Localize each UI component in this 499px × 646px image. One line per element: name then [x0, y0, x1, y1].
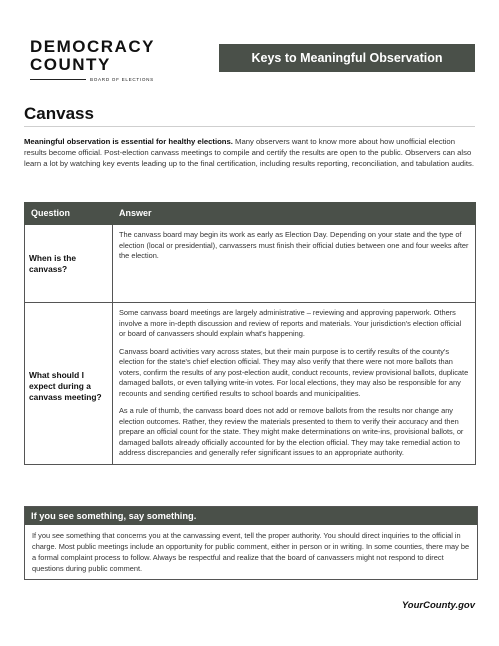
page-title: Canvass [24, 104, 94, 123]
say-something-body: If you see something that concerns you at the canvassing event, tell the proper authority. You should direct inquiries to the official in charge. Most public meetings include an opportunity for public comment, either in person or in writing. In some counties, there may be a formal complaint process to follow. Always be respectful and realize that the board of canvassers might not respond to direct questions during public comment. [32, 531, 470, 573]
answer-paragraph: The canvass board may begin its work as early as Election Day. Depending on your state and the type of election (local or presidential), canvassers must finish their official duties between one and four weeks after the election. [119, 230, 469, 260]
footer-url: YourCounty.gov [401, 600, 475, 611]
title-divider [24, 126, 475, 127]
say-something-box [24, 506, 478, 580]
logo-line-1: DEMOCRACY [30, 37, 155, 56]
qa-table [24, 202, 476, 465]
table-header-row [25, 203, 476, 225]
answer-cell [113, 303, 476, 465]
column-header-answer: Answer [113, 203, 476, 225]
logo-rule [30, 79, 86, 80]
question-cell: What should I expect during a canvass meeting? [25, 303, 113, 465]
intro-bold: Meaningful observation is essential for healthy elections. [24, 137, 233, 146]
intro-paragraph [24, 136, 476, 170]
question-cell: When is the canvass? [25, 225, 113, 303]
logo-line-2: COUNTY [30, 55, 111, 74]
table-row [25, 225, 476, 303]
answer-cell [113, 225, 476, 303]
logo-subtitle-row [30, 77, 155, 82]
answer-paragraph: As a rule of thumb, the canvass board does not add or remove ballots from the results nor change any election outcomes. Rather, they review the materials presented to them to verify their accuracy and then prepare an official count for the state. They might make determinations on write-ins, provisional ballots, or damaged ballots already officially accounted for by the election official. They may take remedial action to address discrepancies and generally refer significant issues to an appropriate authority. [119, 406, 464, 457]
answer-paragraph: Some canvass board meetings are largely administrative – reviewing and approving paperwork. Others involve a more in-depth discussion and review of reports and materials. Your jurisdiction's election official or board of canvassers should explain what's happening. [119, 308, 462, 338]
intro-text: Many observers want to know more about how unofficial election results become official. Post-election canvass meetings to compile and certify the results are open to the public. Observers can also learn a lot by watching key events leading up to the final certification, including results reporting, reconciliation, and tabulation audits. [24, 137, 474, 169]
column-header-question: Question [25, 203, 113, 225]
logo-subtitle: BOARD OF ELECTIONS [90, 77, 154, 82]
say-something-heading: If you see something, say something. [25, 507, 477, 525]
answer-paragraph: Canvass board activities vary across states, but their main purpose is to certify results of the county's election for the state's chief election official. They may also verify that there were not more ballots than voters, confirm the results of any post-election audit, conduct recounts, review provisional ballots, duplicate damaged ballots, or even tallying write-in votes. For local elections, they may also be responsible for any recounts and sending certified results to school boards and municipalities. [119, 346, 469, 398]
header-banner: Keys to Meaningful Observation [219, 44, 475, 72]
table-row [25, 303, 476, 465]
county-logo [30, 38, 155, 82]
